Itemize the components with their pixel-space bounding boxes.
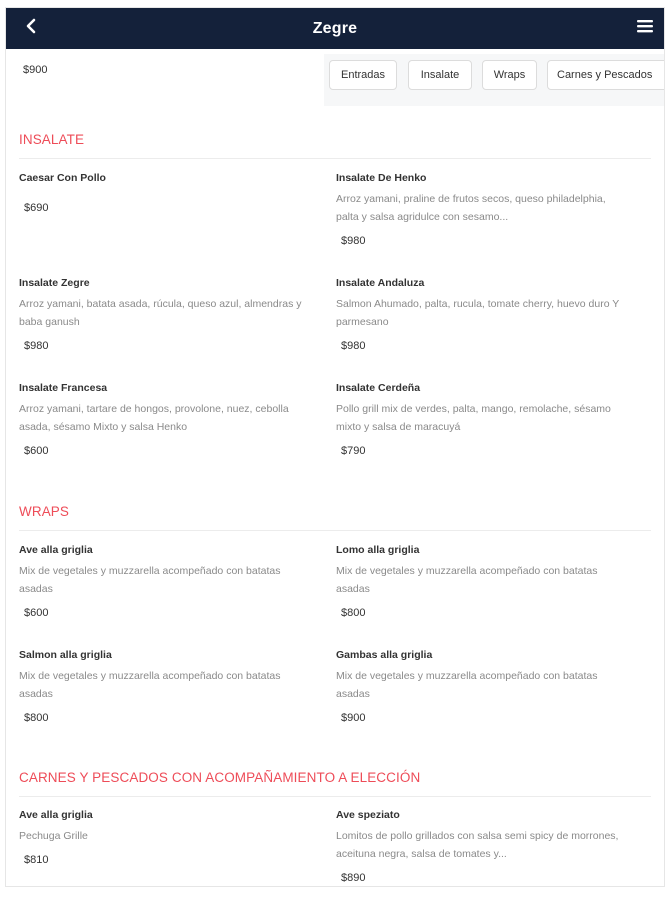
- item-price: $900: [23, 64, 48, 76]
- item-name: Ave speziato: [336, 809, 400, 821]
- hamburger-menu-icon: [637, 19, 653, 38]
- item-name: Ave alla griglia: [19, 544, 93, 556]
- item-name: Insalate Francesa: [19, 382, 108, 394]
- menu-item[interactable]: [19, 649, 309, 724]
- item-price: $600: [24, 607, 49, 619]
- item-description: Lomitos de pollo grillados con salsa semi spicy de morrones, aceituna negra, salsa de tomates y...: [336, 830, 619, 860]
- item-price: $980: [24, 340, 49, 352]
- item-price: $790: [341, 445, 366, 457]
- section-title: INSALATE: [19, 132, 85, 147]
- menu-item[interactable]: [336, 277, 626, 352]
- menu-item[interactable]: [336, 382, 626, 457]
- item-name: Insalate Cerdeña: [336, 382, 421, 394]
- category-tabs: [324, 54, 664, 106]
- menu-item[interactable]: [19, 544, 309, 619]
- section-divider: [19, 530, 651, 531]
- item-price: $980: [341, 340, 366, 352]
- item-name: Insalate De Henko: [336, 172, 427, 184]
- tab-insalate[interactable]: Insalate: [408, 60, 472, 90]
- item-price: $800: [24, 712, 49, 724]
- item-name: Gambas alla griglia: [336, 649, 433, 661]
- menu-item[interactable]: [19, 382, 309, 457]
- item-description: Arroz yamani, batata asada, rúcula, queso azul, almendras y baba ganush: [19, 298, 302, 328]
- item-description: Pollo grill mix de verdes, palta, mango, remolache, sésamo mixto y salsa de maracuyá: [336, 403, 611, 433]
- item-description: Mix de vegetales y muzzarella acompeñado con batatas asadas: [336, 565, 598, 595]
- menu-item[interactable]: [336, 544, 626, 619]
- item-description: Pechuga Grille: [19, 830, 88, 842]
- item-name: Insalate Zegre: [19, 277, 90, 289]
- item-description: Mix de vegetales y muzzarella acompeñado con batatas asadas: [19, 565, 281, 595]
- item-name: Insalate Andaluza: [336, 277, 425, 289]
- item-price: $900: [341, 712, 366, 724]
- menu-button[interactable]: [634, 17, 656, 39]
- item-name: Caesar Con Pollo: [19, 172, 106, 184]
- menu-item[interactable]: [19, 809, 309, 866]
- item-description: Mix de vegetales y muzzarella acompeñado con batatas asadas: [19, 670, 281, 700]
- section-divider: [19, 158, 651, 159]
- menu-item[interactable]: [336, 649, 626, 724]
- item-price: $810: [24, 854, 49, 866]
- menu-item[interactable]: [336, 172, 626, 247]
- tab-entradas[interactable]: Entradas: [329, 60, 397, 90]
- item-name: Ave alla griglia: [19, 809, 93, 821]
- item-description: Arroz yamani, praline de frutos secos, queso philadelphia, palta y salsa agridulce con sesamo...: [336, 193, 606, 223]
- menu-item[interactable]: [336, 809, 626, 884]
- item-name: Lomo alla griglia: [336, 544, 420, 556]
- tab-wraps[interactable]: Wraps: [482, 60, 537, 90]
- section-title: CARNES Y PESCADOS CON ACOMPAÑAMIENTO A ELECCIÓN: [19, 770, 421, 785]
- top-app-bar: [6, 8, 664, 49]
- back-button[interactable]: [20, 16, 42, 40]
- section-title: WRAPS: [19, 504, 70, 519]
- item-price: $890: [341, 872, 366, 884]
- menu-item[interactable]: [19, 172, 309, 214]
- menu-item[interactable]: [19, 277, 309, 352]
- item-name: Salmon alla griglia: [19, 649, 112, 661]
- item-price: $980: [341, 235, 366, 247]
- item-description: Salmon Ahumado, palta, rucula, tomate cherry, huevo duro Y parmesano: [336, 298, 620, 328]
- page-title: Zegre: [312, 19, 358, 37]
- app-frame: [6, 8, 664, 886]
- item-price: $800: [341, 607, 366, 619]
- chevron-left-icon: [25, 18, 37, 39]
- item-description: Arroz yamani, tartare de hongos, provolone, nuez, cebolla asada, sésamo Mixto y salsa Henko: [19, 403, 289, 433]
- tab-carnes-y-pescados[interactable]: Carnes y Pescados: [547, 60, 664, 90]
- section-divider: [19, 796, 651, 797]
- item-price: $600: [24, 445, 49, 457]
- item-price: $690: [24, 202, 49, 214]
- item-description: Mix de vegetales y muzzarella acompeñado con batatas asadas: [336, 670, 598, 700]
